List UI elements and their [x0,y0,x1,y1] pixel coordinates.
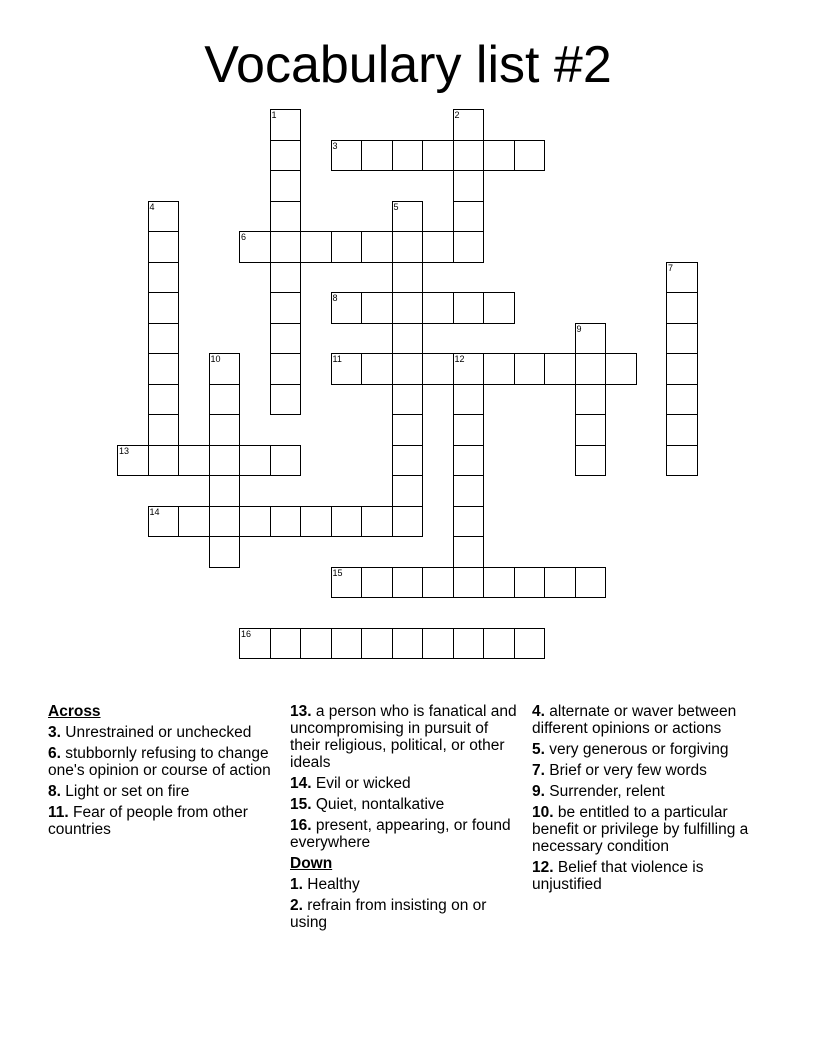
clue-item [48,745,280,779]
crossword-cell[interactable] [239,628,271,660]
crossword-cell[interactable] [361,231,393,263]
crossword-cell[interactable] [392,567,424,599]
crossword-cell[interactable] [361,140,393,172]
crossword-cell[interactable] [453,109,485,141]
clue-column-1 [48,703,280,842]
crossword-cell[interactable] [392,445,424,477]
down-heading: Down [290,855,333,872]
crossword-cell[interactable] [392,201,424,233]
clue-item [290,897,522,931]
clue-text: alternate or waver between different opinions or actions [532,703,737,737]
crossword-cell[interactable] [300,231,332,263]
clue-text: refrain from insisting on or using [290,897,487,931]
clue-number: 13. [290,703,312,720]
cell-number: 14 [149,506,160,517]
crossword-cell[interactable] [605,353,637,385]
cell-number: 15 [332,567,343,578]
crossword-cell[interactable] [453,353,485,385]
crossword-cell[interactable] [148,231,180,263]
clue-column-3 [532,703,764,897]
crossword-cell[interactable] [514,567,546,599]
crossword-cell[interactable] [666,353,698,385]
crossword-cell[interactable] [575,567,607,599]
clue-text: stubbornly refusing to change one's opinion or course of action [48,745,271,779]
crossword-cell[interactable] [453,506,485,538]
crossword-cell[interactable] [666,323,698,355]
clue-text: Belief that violence is unjustified [532,859,704,893]
cell-number: 16 [241,628,252,639]
cell-number: 8 [332,293,338,303]
crossword-cell[interactable] [270,109,302,141]
crossword-cell[interactable] [483,628,515,660]
crossword-cell[interactable] [422,628,454,660]
crossword-cell[interactable] [392,231,424,263]
crossword-cell[interactable] [178,506,210,538]
crossword-cell[interactable] [270,628,302,660]
clue-item [532,741,764,758]
clue-number: 14. [290,775,312,792]
crossword-cell[interactable] [422,292,454,324]
crossword-cell[interactable] [453,414,485,446]
crossword-cell[interactable] [117,445,149,477]
crossword-cell[interactable] [453,201,485,233]
clue-text: Fear of people from other countries [48,804,248,838]
across-clue-list [48,724,280,838]
clue-text: Light or set on fire [65,783,190,800]
clue-text: Quiet, nontalkative [315,796,445,813]
crossword-cell[interactable] [148,445,180,477]
cell-number: 5 [393,201,399,212]
crossword-cell[interactable] [361,567,393,599]
cell-number: 12 [454,354,465,364]
crossword-cell[interactable] [575,353,607,385]
clue-text: present, appearing, or found everywhere [290,817,511,851]
crossword-cell[interactable] [544,567,576,599]
crossword-cell[interactable] [270,384,302,416]
clue-item [48,783,280,800]
clue-item [290,775,522,792]
crossword-cell[interactable] [392,353,424,385]
crossword-cell[interactable] [300,506,332,538]
crossword-cell[interactable] [453,536,485,568]
crossword-cell[interactable] [483,292,515,324]
crossword-cell[interactable] [148,353,180,385]
crossword-cell[interactable] [148,414,180,446]
clue-item [532,762,764,779]
crossword-cell[interactable] [666,262,698,294]
crossword-cell[interactable] [514,140,546,172]
crossword-cell[interactable] [209,445,241,477]
clue-text: Unrestrained or unchecked [65,724,252,741]
clue-number: 6. [48,745,61,762]
crossword-cell[interactable] [453,628,485,660]
cell-number: 4 [149,201,155,212]
crossword-cell[interactable] [453,140,485,172]
crossword-cell[interactable] [270,231,302,263]
crossword-cell[interactable] [392,384,424,416]
cell-number: 13 [119,445,130,456]
crossword-cell[interactable] [575,323,607,355]
crossword-cell[interactable] [148,262,180,294]
clue-number: 12. [532,859,554,876]
crossword-cell[interactable] [392,506,424,538]
clue-number: 10. [532,804,554,821]
crossword-cell[interactable] [239,231,271,263]
clue-column-2 [290,703,522,935]
crossword-cell[interactable] [666,384,698,416]
cell-number: 11 [332,354,342,364]
crossword-cell[interactable] [331,628,363,660]
crossword-cell[interactable] [148,201,180,233]
crossword-cell[interactable] [392,475,424,507]
crossword-cell[interactable] [148,506,180,538]
clue-text: be entitled to a particular benefit or privilege by fulfilling a necessary condition [532,804,749,855]
clue-number: 5. [532,741,545,758]
crossword-cell[interactable] [392,323,424,355]
crossword-cell[interactable] [544,353,576,385]
crossword-cell[interactable] [514,628,546,660]
crossword-cell[interactable] [422,567,454,599]
cell-number: 10 [210,354,221,364]
cell-number: 7 [668,262,674,273]
crossword-cell[interactable] [270,445,302,477]
cell-number: 2 [454,110,460,120]
clue-item [532,703,764,737]
crossword-cell[interactable] [209,506,241,538]
crossword-cell[interactable] [392,628,424,660]
clue-item [532,859,764,893]
cell-number: 9 [576,323,582,334]
crossword-cell[interactable] [148,323,180,355]
crossword-cell[interactable] [270,292,302,324]
crossword-cell[interactable] [483,567,515,599]
crossword-cell[interactable] [270,506,302,538]
crossword-cell[interactable] [361,292,393,324]
crossword-cell[interactable] [209,536,241,568]
clue-item [532,804,764,855]
crossword-cell[interactable] [575,445,607,477]
crossword-cell[interactable] [575,414,607,446]
crossword-cell[interactable] [331,292,363,324]
crossword-cell[interactable] [270,201,302,233]
crossword-cell[interactable] [392,262,424,294]
crossword-cell[interactable] [270,262,302,294]
clue-number: 3. [48,724,61,741]
clue-number: 9. [532,783,545,800]
clue-number: 1. [290,876,303,893]
crossword-cell[interactable] [483,353,515,385]
clue-number: 4. [532,703,545,720]
crossword-cell[interactable] [453,170,485,202]
crossword-cell[interactable] [453,384,485,416]
crossword-cell[interactable] [148,384,180,416]
clue-item [290,703,522,771]
crossword-cell[interactable] [453,445,485,477]
crossword-cell[interactable] [270,323,302,355]
crossword-cell[interactable] [331,506,363,538]
clue-number: 15. [290,796,312,813]
clue-item [290,817,522,851]
crossword-cell[interactable] [422,231,454,263]
crossword-cell[interactable] [331,353,363,385]
crossword-cell[interactable] [453,475,485,507]
crossword-cell[interactable] [666,414,698,446]
crossword-cell[interactable] [361,353,393,385]
clue-number: 7. [532,762,545,779]
clue-item [290,796,522,813]
crossword-cell[interactable] [483,140,515,172]
across-heading: Across [48,703,101,720]
crossword-cell[interactable] [361,628,393,660]
crossword-cell[interactable] [148,292,180,324]
crossword-cell[interactable] [392,140,424,172]
clue-text: Healthy [307,876,360,893]
clue-item [48,724,280,741]
crossword-cell[interactable] [453,567,485,599]
crossword-cell[interactable] [239,506,271,538]
crossword-cell[interactable] [270,170,302,202]
crossword-cell[interactable] [453,231,485,263]
crossword-cell[interactable] [361,506,393,538]
crossword-cell[interactable] [331,140,363,172]
crossword-cell[interactable] [209,384,241,416]
crossword-cell[interactable] [270,140,302,172]
crossword-cell[interactable] [514,353,546,385]
crossword-cell[interactable] [392,292,424,324]
clue-item [532,783,764,800]
cell-number: 1 [271,110,277,120]
down-clue-list-continued [532,703,764,893]
page-title: Vocabulary list #2 [204,36,612,94]
clue-text: very generous or forgiving [549,741,729,758]
crossword-cell[interactable] [422,140,454,172]
crossword-cell[interactable] [422,353,454,385]
crossword-cell[interactable] [575,384,607,416]
across-clue-list-continued [290,703,522,851]
clue-text: Brief or very few words [549,762,707,779]
crossword-cell[interactable] [209,475,241,507]
down-clue-list [290,876,522,931]
crossword-cell[interactable] [666,445,698,477]
clue-number: 8. [48,783,61,800]
crossword-cell[interactable] [300,628,332,660]
crossword-cell[interactable] [270,353,302,385]
clue-item [290,876,522,893]
clue-item [48,804,280,838]
crossword-cell[interactable] [453,292,485,324]
clue-number: 2. [290,897,303,914]
crossword-cell[interactable] [392,414,424,446]
clue-text: Evil or wicked [315,775,411,792]
clue-text: Surrender, relent [549,783,665,800]
clue-text: a person who is fanatical and uncompromising in pursuit of their religious, political, or other ideals [290,703,517,771]
crossword-cell[interactable] [331,567,363,599]
cell-number: 3 [332,140,338,151]
crossword-cell[interactable] [178,445,210,477]
cell-number: 6 [241,232,247,242]
crossword-cell[interactable] [331,231,363,263]
clue-number: 11. [48,804,69,821]
crossword-cell[interactable] [239,445,271,477]
crossword-cell[interactable] [666,292,698,324]
clue-number: 16. [290,817,312,834]
crossword-cell[interactable] [209,414,241,446]
crossword-cell[interactable] [209,353,241,385]
